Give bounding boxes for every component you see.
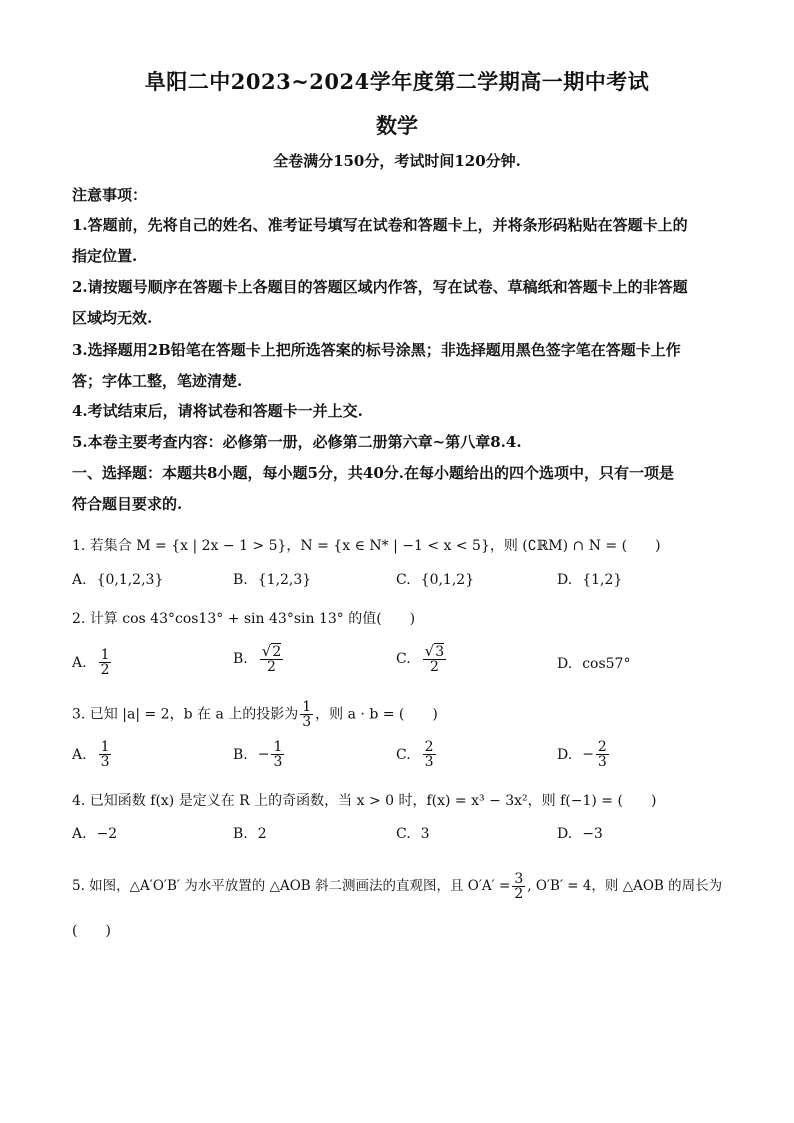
question-3-text: 3. 已知 |a| = 2，b 在 a 上的投影为 <box>72 706 299 723</box>
option-label: B. <box>233 572 248 588</box>
fraction: $\frac{2}{3}$ <box>424 739 434 770</box>
option-label: B. <box>233 826 248 842</box>
option-label: C. <box>396 746 411 763</box>
question-1-stem: 1. 若集合 M = {x | 2x − 1 > 5}，N = {x ∈ N* | −1 < x < 5}，则 (∁ℝM) ∩ N = ( ) <box>72 538 661 554</box>
fraction: $\frac{2}{3}$ <box>597 739 607 770</box>
note-item-5: 5.本卷主要考查内容：必修第一册，必修第二册第六章~第八章8.4. <box>72 433 522 451</box>
option-value: 2 <box>257 826 267 842</box>
option-value: {1,2} <box>582 572 623 588</box>
question-4-option-d <box>557 826 603 842</box>
option-label: A. <box>72 746 87 763</box>
option-value: cos57° <box>582 656 631 672</box>
question-2-stem: 2. 计算 cos 43°cos13° + sin 43°sin 13° 的值( ) <box>72 611 416 627</box>
question-3-option-d <box>557 740 611 769</box>
question-4-option-c <box>396 826 430 842</box>
notes-heading: 注意事项： <box>72 186 148 204</box>
question-3-stem <box>72 700 724 729</box>
note-item-4: 4.考试结束后，请将试卷和答题卡一并上交. <box>72 402 363 420</box>
question-2-option-a <box>72 648 113 677</box>
option-label: B. <box>233 746 248 763</box>
full-score-note: 全卷满分150分，考试时间120分钟. <box>273 152 521 170</box>
note-item-1-line-2: 指定位置. <box>72 247 138 265</box>
question-2-option-d <box>557 656 630 672</box>
option-label: D. <box>557 826 573 842</box>
option-label: C. <box>396 651 411 667</box>
question-5-text-tail: , O′B′ = 4，则 △AOB 的周长为 <box>527 878 723 894</box>
option-label: B. <box>233 651 248 667</box>
question-1-option-d <box>557 572 622 588</box>
fraction: $\frac{√2}{2}$ <box>261 642 282 675</box>
option-value: {0,1,2} <box>420 572 475 588</box>
minus-sign: − <box>582 746 594 763</box>
fraction: $\frac{1}{3}$ <box>302 699 312 730</box>
fraction: $\frac{1}{2}$ <box>100 647 110 678</box>
question-5-text: 5. 如图，△A′O′B′ 为水平放置的 △AOB 斜二测画法的直观图，且 O′A′ = <box>72 878 511 894</box>
option-value: −2 <box>96 826 118 842</box>
question-3-option-b <box>233 740 286 769</box>
option-label: A. <box>72 572 87 588</box>
option-label: D. <box>557 656 573 672</box>
option-label: A. <box>72 654 87 671</box>
fraction: $\frac{3}{2}$ <box>514 871 524 902</box>
question-4-stem: 4. 已知函数 f(x) 是定义在 R 上的奇函数，当 x > 0 时，f(x) = x³ − 3x²，则 f(−1) = ( ) <box>72 793 657 809</box>
option-label: D. <box>557 746 573 763</box>
question-3-option-c <box>396 740 438 769</box>
question-1-option-a <box>72 572 163 588</box>
option-value: {1,2,3} <box>257 572 312 588</box>
question-2-option-b <box>233 644 285 674</box>
note-item-2-line-2: 区域均无效. <box>72 309 153 327</box>
section-1-line-2: 符合题目要求的. <box>72 495 183 513</box>
option-value: 3 <box>420 826 430 842</box>
option-label: A. <box>72 826 87 842</box>
page-title: 阜阳二中2023~2024学年度第二学期高一期中考试 <box>144 69 650 94</box>
option-value: −3 <box>582 826 603 842</box>
subject-title: 数学 <box>376 113 418 138</box>
question-5-paren: ( ) <box>72 923 111 939</box>
minus-sign: − <box>257 746 270 763</box>
question-5-stem <box>72 872 724 901</box>
note-item-3-line-2: 答；字体工整，笔迹清楚. <box>72 372 243 390</box>
question-1-option-b <box>233 572 311 588</box>
fraction: $\frac{√3}{2}$ <box>424 642 445 675</box>
option-value: {0,1,2,3} <box>96 572 164 588</box>
note-item-2-line-1: 2.请按题号顺序在答题卡上各题目的答题区域内作答，写在试卷、草稿纸和答题卡上的非答题 <box>72 278 688 296</box>
option-label: C. <box>396 572 411 588</box>
question-1-option-c <box>396 572 474 588</box>
note-item-3-line-1: 3.选择题用2B铅笔在答题卡上把所选答案的标号涂黑；非选择题用黑色签字笔在答题卡上作 <box>72 341 681 359</box>
note-item-1-line-1: 1.答题前，先将自己的姓名、准考证号填写在试卷和答题卡上，并将条形码粘贴在答题卡上的 <box>72 216 688 234</box>
question-4-option-a <box>72 826 117 842</box>
question-2-option-c <box>396 644 448 674</box>
fraction: $\frac{1}{3}$ <box>100 739 110 770</box>
section-1-line-1: 一、选择题：本题共8小题，每小题5分，共40分.在每小题给出的四个选项中，只有一项是 <box>72 464 674 482</box>
option-label: D. <box>557 572 573 588</box>
fraction: $\frac{1}{3}$ <box>273 739 283 770</box>
question-4-option-b <box>233 826 267 842</box>
question-3-text-tail: ，则 a · b = ( ) <box>315 706 438 723</box>
question-3-option-a <box>72 740 113 769</box>
option-label: C. <box>396 826 411 842</box>
